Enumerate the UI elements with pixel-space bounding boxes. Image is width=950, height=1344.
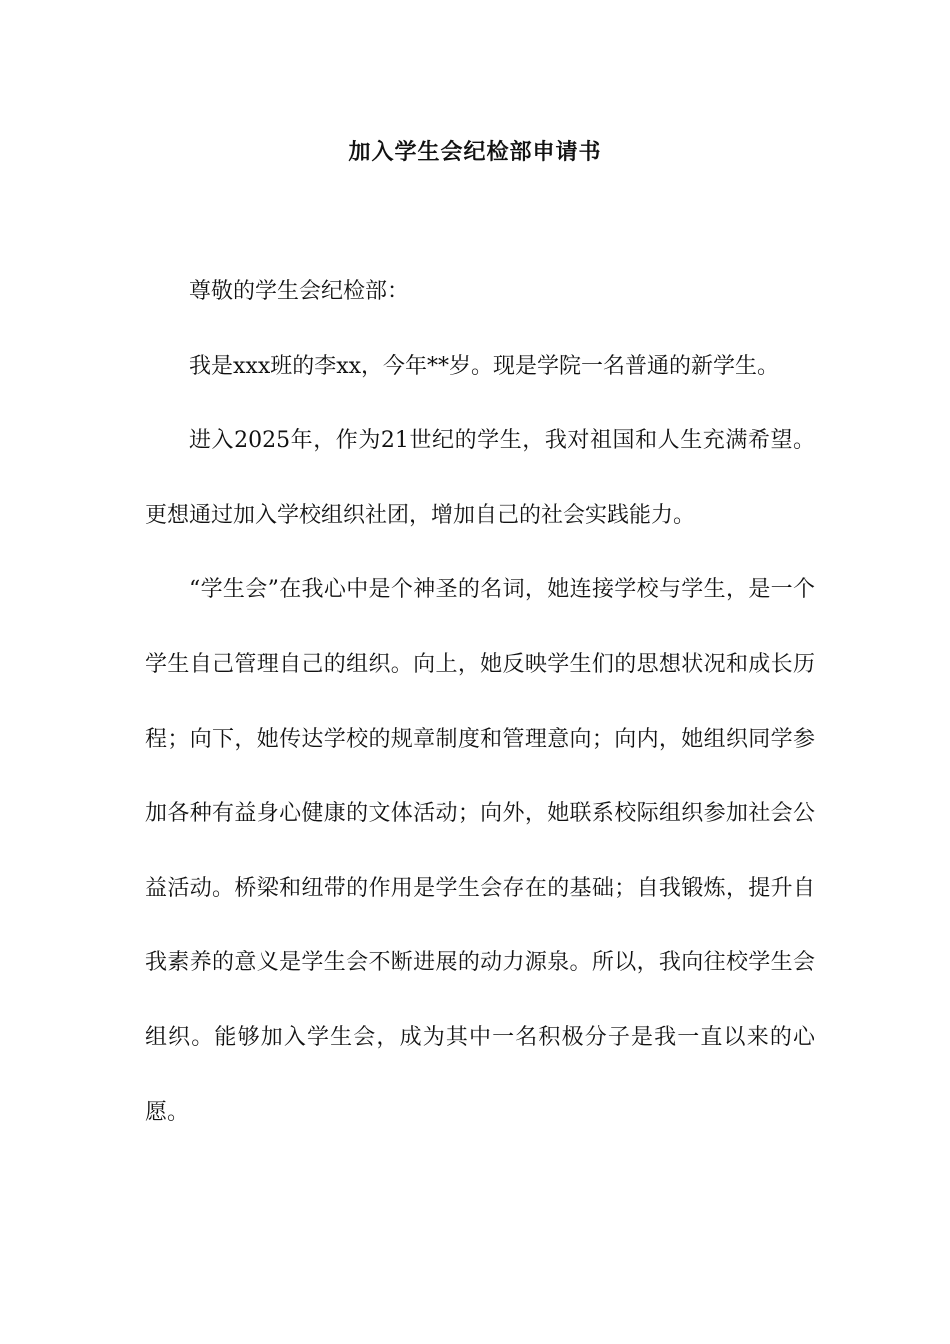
salutation: 尊敬的学生会纪检部： [189, 279, 410, 304]
document-body [145, 255, 815, 1150]
paragraph-intro: 我是xxx班的李xx，今年**岁。现是学院一名普通的新学生。 [189, 353, 780, 379]
paragraph-motivation: 进入2025年，作为21世纪的学生，我对祖国和人生充满希望。更想通过加入学校组织社团，增加自己的社会实践能力。 [145, 428, 815, 528]
document-title: 加入学生会纪检部申请书 [348, 139, 602, 165]
paragraph-student-union: “学生会”在我心中是个神圣的名词，她连接学校与学生，是一个学生自己管理自己的组织。向上，她反映学生们的思想状况和成长历程；向下，她传达学校的规章制度和管理意向；向内，她组织同学参加各种有益身心健康的文体活动；向外，她联系校际组织参加社会公益活动。桥梁和纽带的作用是学生会存在的基础；自我锻炼，提升自我素养的意义是学生会不断进展的动力源泉。所以，我向往校学生会组织。能够加入学生会，成为其中一名积极分子是我一直以来的心愿。 [145, 577, 815, 1125]
